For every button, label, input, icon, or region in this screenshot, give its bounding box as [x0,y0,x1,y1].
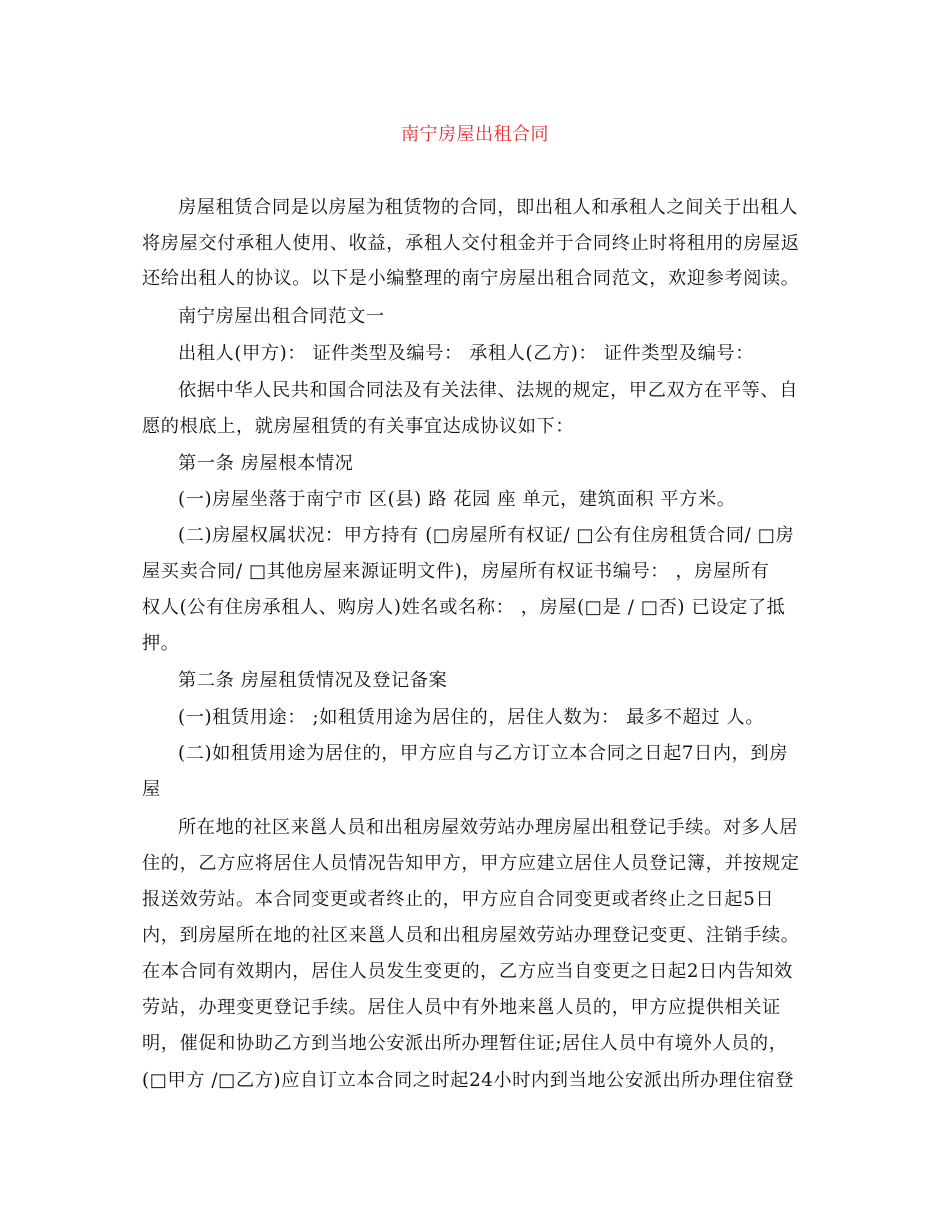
section-heading: 南宁房屋出租合同范文一 [178,306,385,327]
text-line: 在本合同有效期内，居住人员发生变更的，乙方应当自变更之日起2日内告知效 [142,961,793,982]
text-line: 还给出租人的协议。以下是小编整理的南宁房屋出租合同范文，欢迎参考阅读。 [142,268,800,289]
text-line: 明，催促和协助乙方到当地公安派出所办理暂住证;居住人员中有境外人员的， [142,1033,788,1054]
text-line: 房屋租赁合同是以房屋为租赁物的合同，即出租人和承租人之间关于出租人 [178,197,798,218]
text-line: 依据中华人民共和国合同法及有关法律、法规的规定，甲乙双方在平等、自 [178,380,798,401]
article-heading: 第一条 房屋根本情况 [178,453,354,474]
text-line: 愿的根底上，就房屋租赁的有关事宜达成协议如下： [142,416,575,437]
text-line: 内，到房屋所在地的社区来邕人员和出租房屋效劳站办理登记变更、注销手续。 [142,925,800,946]
text-line: (□甲方 /□乙方)应自订立本合同之时起24小时内到当地公安派出所办理住宿登 [142,1070,795,1091]
text-line: 将房屋交付承租人使用、收益，承租人交付租金并于合同终止时将租用的房屋返 [142,233,800,254]
text-line: 劳站，办理变更登记手续。居住人员中有外地来邕人员的，甲方应提供相关证 [142,997,781,1018]
text-line: 所在地的社区来邕人员和出租房屋效劳站办理房屋出租登记手续。对多人居 [178,817,798,838]
text-line: (二)房屋权属状况：甲方持有 (□房屋所有权证/ □公有住房租赁合同/ □房 [178,525,795,546]
text-line: 屋买卖合同/ □其他房屋来源证明文件)，房屋所有权证书编号： ，房屋所有 [142,561,770,582]
text-line: 出租人(甲方)： 证件类型及编号： 承租人(乙方)： 证件类型及编号： [178,343,754,364]
text-line: (一)房屋坐落于南宁市 区(县) 路 花园 座 单元，建筑面积 平方米。 [178,489,736,510]
document-title: 南宁房屋出租合同 [401,124,549,145]
text-line: 屋 [142,779,161,800]
text-line: (一)租赁用途： ;如租赁用途为居住的，居住人数为： 最多不超过 人。 [178,707,765,728]
text-line: 住的，乙方应将居住人员情况告知甲方，甲方应建立居住人员登记簿，并按规定 [142,853,800,874]
article-heading: 第二条 房屋租赁情况及登记备案 [178,670,448,691]
text-line: (二)如租赁用途为居住的，甲方应自与乙方订立本合同之日起7日内，到房 [178,743,788,764]
text-line: 押。 [142,633,180,654]
text-line: 权人(公有住房承租人、购房人)姓名或名称： ，房屋(□是 / □否) 已设定了抵 [142,597,786,618]
text-line: 报送效劳站。本合同变更或者终止的，甲方应自合同变更或者终止之日起5日 [142,889,775,910]
